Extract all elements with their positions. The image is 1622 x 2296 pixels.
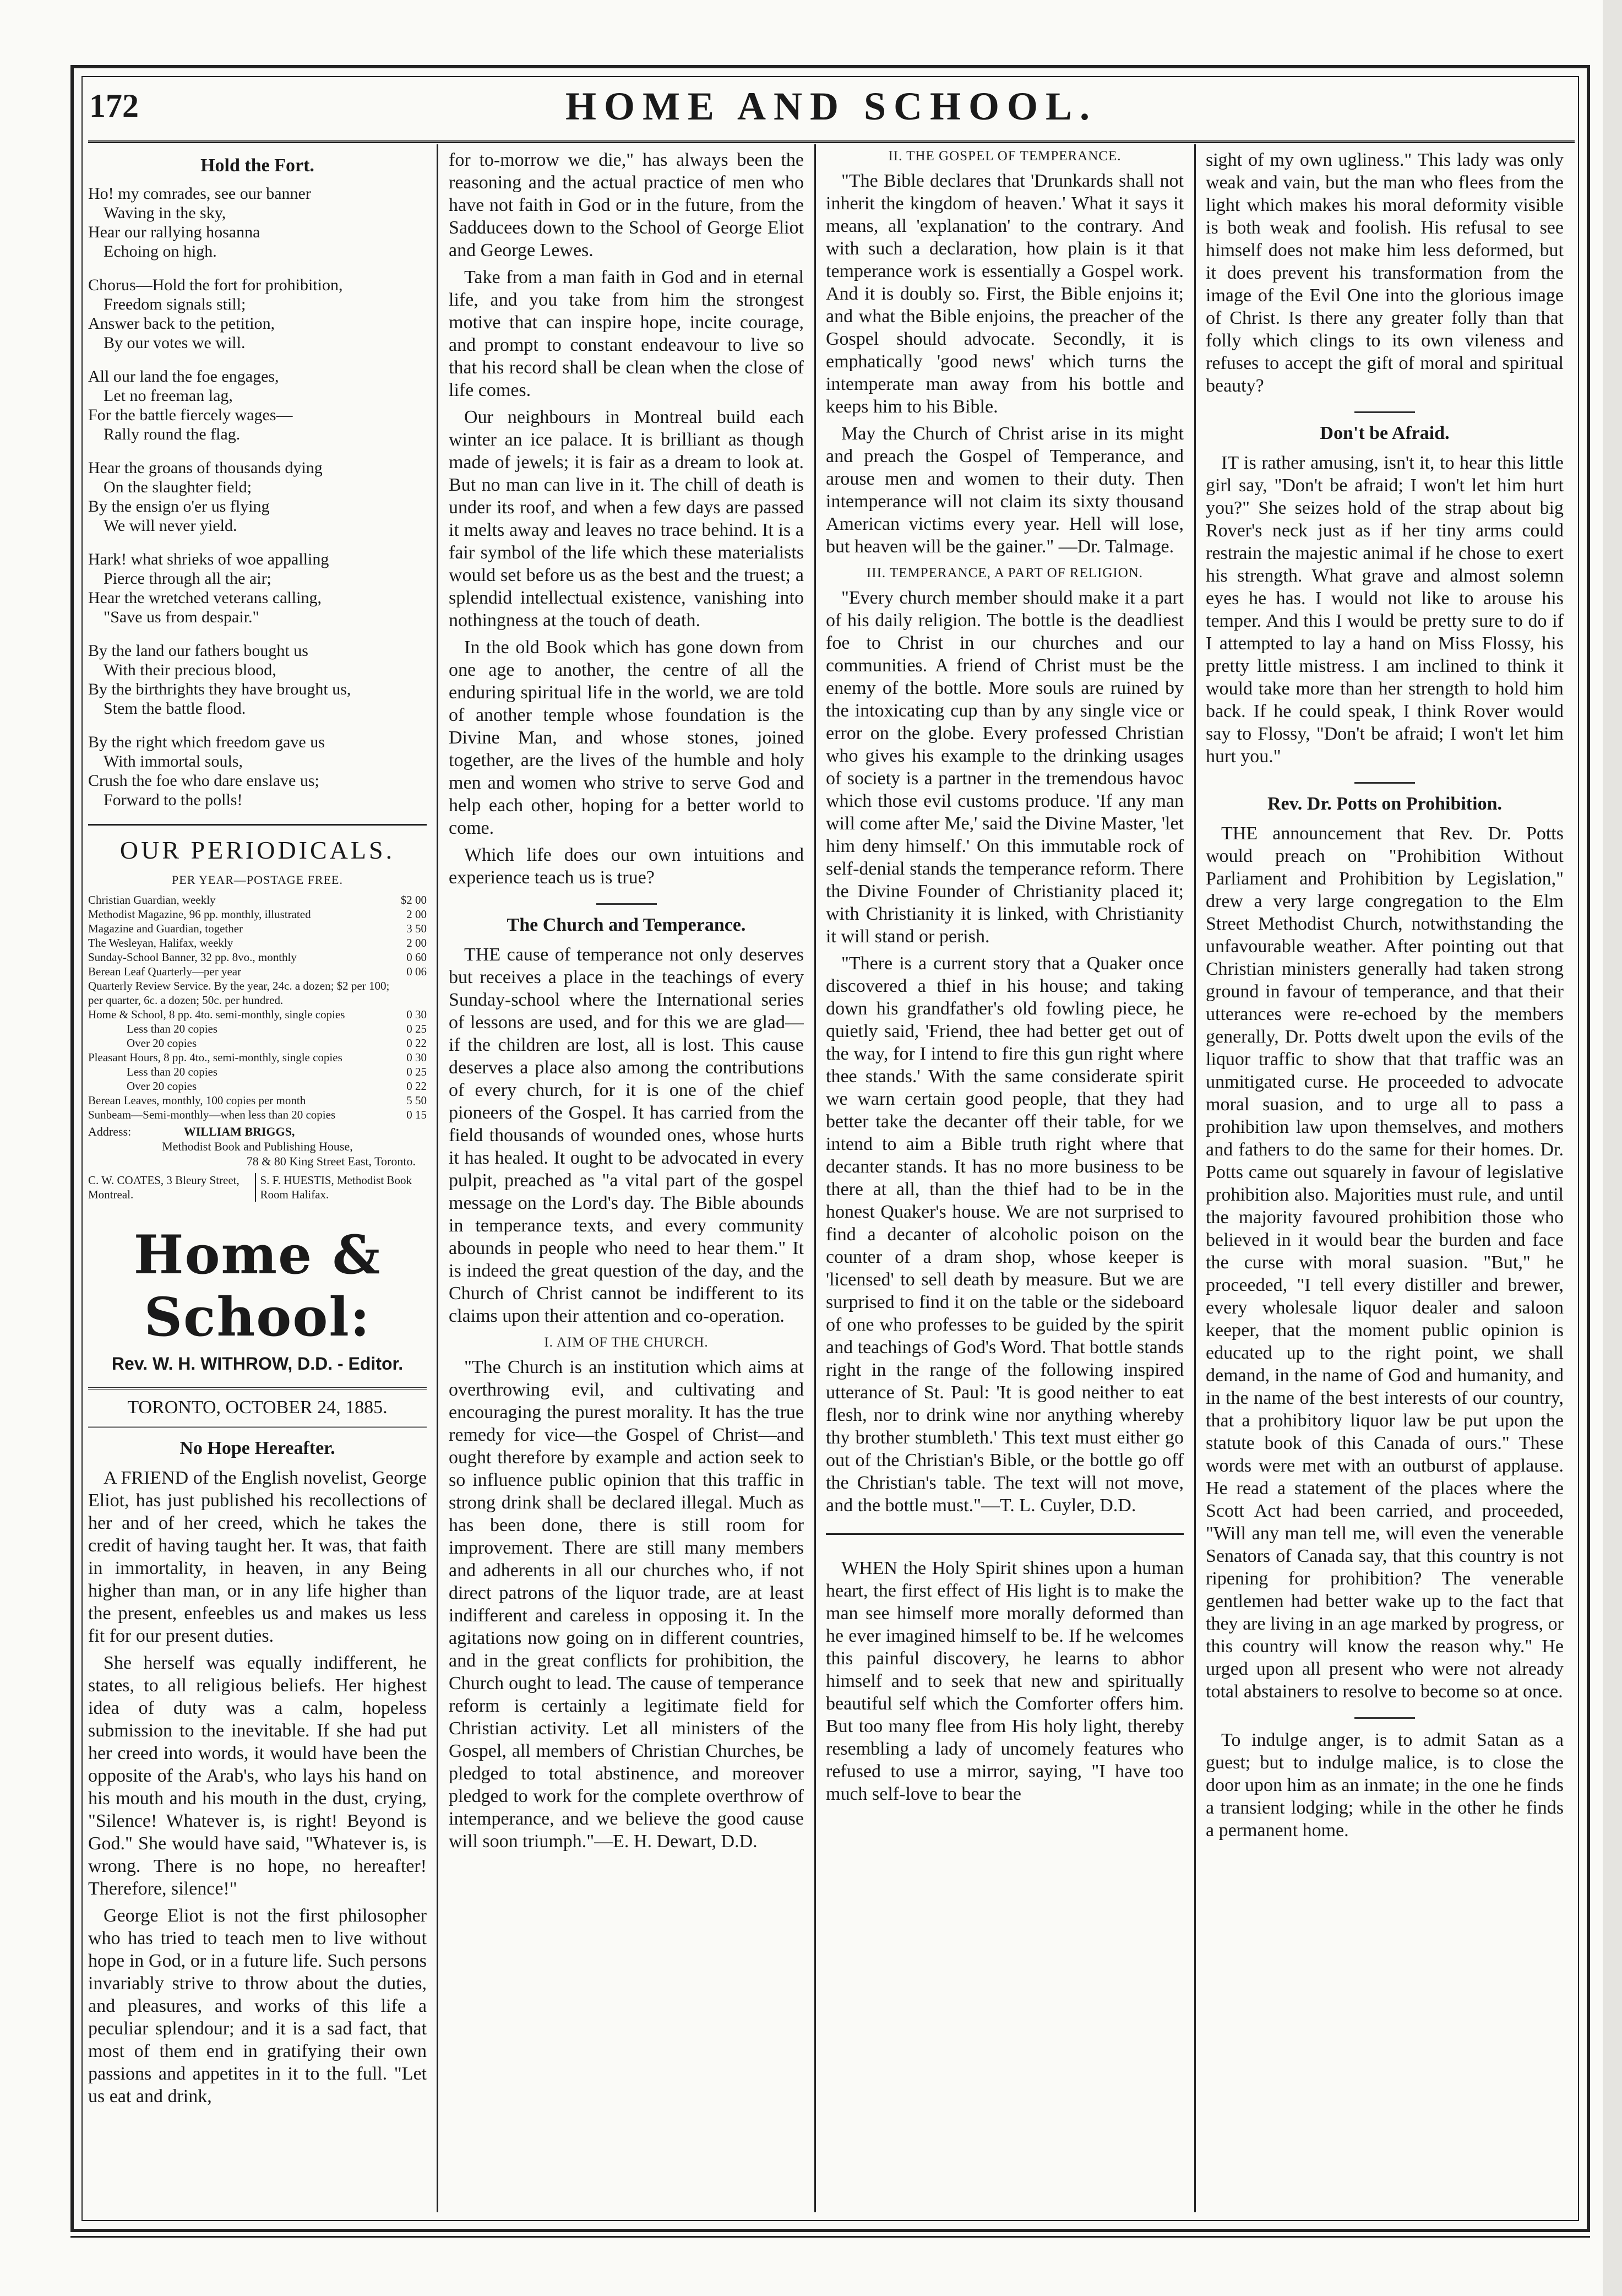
periodical-price: 0 15 [406,1108,427,1121]
periodical-name: Methodist Magazine, 96 pp. monthly, illustrated [88,908,311,921]
paragraph: sight of my own ugliness." This lady was only weak and vain, but the man who flees from the light which makes his moral deformity visible is both weak and foolish. His refusal to see himself does not make him less deformed, but it does prevent his transformation from the image of the Evil One into the glorious image of Christ. Is there any greater folly than that folly which clings to its own vileness and refuses to accept the gift of moral and spiritual beauty? [1206,150,1564,396]
article-continued [449,149,804,889]
poem-title: Hold the Fort. [200,155,314,176]
periodical-row [88,1079,427,1093]
periodical-row [88,893,427,907]
publisher-house: Methodist Book and Publishing House, [162,1139,353,1153]
article-title: Rev. Dr. Potts on Prohibition. [1267,794,1502,814]
poem-line: Hear the groans of thousands dying [88,459,323,477]
column-1 [88,149,427,2208]
periodical-price: 0 25 [406,1022,427,1035]
page-header [88,77,1575,143]
periodical-name: Less than 20 copies [127,1065,218,1078]
periodical-row [88,1050,427,1065]
address-label: Address: [88,1125,132,1138]
article-body [449,943,804,1327]
section-heading: II. THE GOSPEL OF TEMPERANCE. [888,149,1122,164]
divider [1354,1717,1415,1719]
article-title: Don't be Afraid. [1320,423,1450,443]
section-heading: III. TEMPERANCE, A PART OF RELIGION. [866,566,1144,580]
poem-stanza [88,641,427,718]
periodical-row [88,1036,427,1050]
periodical-name: Magazine and Guardian, together [88,922,243,935]
agent-montreal: C. W. COATES, 3 Bleury Street, Montreal. [88,1174,240,1201]
poem-line: With immortal souls, [104,752,243,770]
publisher-name: WILLIAM BRIGGS, [183,1125,295,1138]
short-piece [1206,1729,1564,1842]
publisher-address [88,1124,427,1169]
paragraph: for to-morrow we die," has always been the reasoning and the actual practice of men who have not faith in God or in the future, from the Sadducees down to the School of George Eliot and George Lewes. [449,150,804,260]
column-2 [449,149,804,2208]
periodical-row [88,1007,427,1022]
periodical-row [88,964,427,979]
paragraph: "The Bible declares that 'Drunkards shall not inherit the kingdom of heaven.' What it says it means, all 'explanation' to the contrary. And with such a declaration, how plain is it that temperance work is essentially a Gospel work. And it is doubly so. First, the Bible enjoins it; and what the Bible enjoins, the preacher of the Gospel should advocate. Secondly, it is emphatically 'good news' which turns the intemperate man away from his bottle and keeps him to his Bible. [826,171,1184,417]
periodical-name: Home & School, 8 pp. 4to. semi-monthly, single copies [88,1008,345,1021]
paragraph: Take from a man faith in God and in eternal life, and you take from him the strongest motive that can inspire hope, incite courage, and prompt to constant endeavour to live so that his record shall be clean when the close of life comes. [449,267,804,400]
periodical-row [88,950,427,964]
periodical-name: Pleasant Hours, 8 pp. 4to., semi-monthly, single copies [88,1051,342,1064]
periodicals-title: OUR PERIODICALS. [119,836,395,864]
periodical-price [390,979,427,1007]
short-piece-continued [1206,149,1564,397]
periodical-row [88,907,427,921]
periodical-price: 3 50 [406,922,427,935]
periodical-name: Quarterly Review Service. By the year, 24c. a dozen; $2 per 100; per quarter, 6c. a dozen; 50c. per hundred. [88,979,390,1007]
agents [88,1173,427,1202]
poem-line: Hear the wretched veterans calling, [88,589,322,607]
article-body [1206,452,1564,768]
periodical-name: Berean Leaf Quarterly—per year [88,965,242,978]
periodical-price: 5 50 [406,1094,427,1107]
poem-line: By the right which freedom gave us [88,733,325,751]
poem-line: For the battle fiercely wages— [88,406,293,424]
periodical-price: $2 00 [400,893,427,907]
periodical-price: 2 00 [406,908,427,921]
section-body [826,170,1184,558]
publisher-street: 78 & 80 King Street East, Toronto. [246,1154,416,1168]
article-body [1206,822,1564,1703]
page-edge [1603,0,1622,2296]
periodical-row [88,936,427,950]
poem-stanza [88,184,427,261]
page-number: 172 [89,88,139,124]
paragraph: "There is a current story that a Quaker once discovered a thief in his house; and taking down his grandfather's old fowling piece, he quietly said, 'Friend, thee had better get out of the way, for I intend to fire this gun right where thee stands.' With the same considerate spirit we warn certain good people, that they had better take the decanter off their table, for we intend to aim a Bible truth right where that decanter stands. It has no more business to be there at all, than the thief had to be in the honest Quaker's house. We are not surprised to find a decanter of alcoholic poison on the counter of a dram shop, whose keeper is 'licensed' to sell death by measure. But we are surprised to find it on the table or the sideboard of one who professes to be guided by the spirit and teachings of God's Word. That bottle stands right in the range of the following inspired utterance of St. Paul: 'It is good neither to eat flesh, nor to drink wine nor anything whereby thy brother stumbleth.' This text must either go out of the Christian's Bible, or the bottle go off the Christian's table. The text will not move, and the bottle must."—T. L. Cuyler, D.D. [826,953,1184,1516]
periodical-row [88,1093,427,1108]
periodical-name: Christian Guardian, weekly [88,893,216,907]
periodical-row [88,1022,427,1036]
periodical-price: 0 22 [406,1079,427,1093]
poem-line: Waving in the sky, [104,204,226,222]
short-piece [826,1557,1184,1805]
periodical-price: 2 00 [406,936,427,949]
poem-line: Let no freeman lag, [104,387,233,405]
poem-line: Answer back to the petition, [88,314,275,333]
periodical-price: 0 06 [406,965,427,978]
divider [596,903,657,905]
periodical-price: 0 30 [406,1008,427,1021]
paragraph: IT is rather amusing, isn't it, to hear this little girl say, "Don't be afraid; I won't let him hurt you?" She seizes hold of the strap about big Rover's neck just as if her tiny arms could restrain the majestic animal if he chose to exert his strength. What grave and almost solemn eyes he has. I would not like to arouse his temper. And this I would be pretty sure to do if I attempted to lay a hand on Miss Flossy, his pretty little mistress. I am inclined to think it would take more than her strength to hold him back. If he could speak, I think Rover would say to Flossy, "Don't be afraid; I won't let him hurt you." [1206,453,1564,767]
paragraph: THE cause of temperance not only deserves but receives a place in the teachings of every Sunday-school where the International series of lessons are used, and for this we are glad—if the children are lost, all is lost. This cause deserves a place also among the contributions of every church, for it is one of the chief pioneers of the Gospel. It has carried from the field thousands of wounded ones, whose hurts it has healed. It ought to be advocated in every pulpit, preached as "a vital part of the gospel message on the Lord's day. The Bible abounds in temperance texts, and every community abounds in people who need to hear them." It is indeed the great question of the day, and the Church of Christ cannot be indifferent to its claims upon their attention and co-operation. [449,945,804,1326]
paragraph: In the old Book which has gone down from one age to another, the centre of all the enduring spiritual life in the world, we are told of another temple whose foundation is the Divine Man, and whose stones, joined together, are the lives of the humble and holy men and women who strive to serve God and help each other, hoping for a better world to come. [449,637,804,838]
editor-line: Rev. W. H. WITHROW, D.D. - Editor. [111,1354,404,1374]
paragraph: May the Church of Christ arise in its might and preach the Gospel of Temperance, and arouse men and women to their duty. Then intemperance will not claim its sixty thousand American victims every year. Hell will lose, but heaven will be the gainer." —Dr. Talmage. [826,424,1184,557]
poem-line: Rally round the flag. [104,425,241,443]
paragraph: George Eliot is not the first philosopher who has tried to teach men to live without hope in God, or in a future life. Such persons invariably strive to throw about the duties, and pleasures, and works of this life a peculiar splendour; and it is a sad fact, that most of them end in gratifying their own passions and appetites in it to the full. "Let us eat and drink, [88,1906,427,2107]
poem-line: Hear our rallying hosanna [88,223,260,241]
paragraph: A FRIEND of the English novelist, George Eliot, has just published his recollections of her and of her creed, which he takes the credit of having taught her. It was, that faith in immortality, in heaven, in any Being higher than man, or in any life higher than the present, enfeebles us and makes us less fit for our present duties. [88,1468,427,1646]
poem-stanza [88,458,427,535]
poem [88,184,427,810]
poem-stanza [88,550,427,627]
periodical-name: The Wesleyan, Halifax, weekly [88,936,233,949]
divider [1354,782,1415,784]
masthead-title: Home & School: [133,1224,382,1348]
periodical-name: Less than 20 copies [127,1022,218,1035]
periodical-price: 0 30 [406,1051,427,1064]
paragraph: "The Church is an institution which aims at overthrowing evil, and cultivating and encouraging the purest morality. It has the true remedy for vice—the Gospel of Christ—and ought therefore by example and action seek to so influence public opinion that this traffic in strong drink shall be declared illegal. Much as has been done, there is still room for improvement. There are still many members and adherents in all our churches who, if not direct patrons of the liquor trade, are at least indifferent and careless in opposing it. In the agitations now going on in different countries, and in the great conflicts for prohibition, the Church ought to lead. The cause of temperance reform is certainly a legitimate field for Christian activity. Let all ministers of the Gospel, all members of Christian Churches, be pledged to total abstinence, and moreover pledged to work for the complete overthrow of intemperance, and we believe the good cause will soon triumph."—E. H. Dewart, D.D. [449,1357,804,1852]
poem-line: By the ensign o'er us flying [88,497,270,515]
poem-stanza [88,275,427,352]
column-rule [814,144,816,2212]
poem-line: We will never yield. [104,517,237,535]
periodicals-list [88,893,427,1122]
column-rule [437,144,438,2212]
article-body [88,1467,427,2108]
poem-line: Freedom signals still; [104,295,246,313]
bottom-rule [70,2236,1590,2238]
divider [1354,411,1415,413]
periodical-row [88,1065,427,1079]
periodical-name: Over 20 copies [127,1079,197,1093]
paragraph: Our neighbours in Montreal build each winter an ice palace. It is brilliant as though made of jewels; it is fair as a dream to look at. But no man can live in it. The chill of death is under its roof, and when a few days are passed it melts away and leaves no trace behind. It is a fair symbol of the life which these materialists would set before us as the best and the truest; a splendid intellectual existence, vanishing into nothingness at the touch of death. [449,407,804,631]
poem-line: Echoing on high. [104,242,217,260]
poem-line: "Save us from despair." [104,608,259,626]
poem-line: Ho! my comrades, see our banner [88,184,311,203]
column-4 [1206,149,1564,2208]
periodical-name: Sunbeam—Semi-monthly—when less than 20 copies [88,1108,336,1121]
poem-line: Pierce through all the air; [104,569,271,588]
poem-line: By our votes we will. [104,334,246,352]
paragraph: "Every church member should make it a part of his daily religion. The bottle is the deadliest foe to Christ in our churches and our communities. A friend of Christ must be the enemy of the bottle. More souls are ruined by the intoxicating cup than by any single vice or error on the globe. Every professed Christian who gives his example to the drinking usages of society is a partner in the tremendous havoc which those evil customs produce. 'If any man will come after Me,' said the Divine Master, 'let him deny himself.' On this immutable rock of self-denial stands the temperance reform. There the Divine Founder of Christianity placed it; with Christianity it is linked, with Christianity it will stand or perish. [826,588,1184,947]
poem-line: By the birthrights they have brought us, [88,680,351,698]
section-heading: I. AIM OF THE CHURCH. [544,1335,709,1350]
periodical-name: Over 20 copies [127,1036,197,1050]
paragraph: She herself was equally indifferent, he states, to all religious beliefs. Her highest idea of duty was a calm, hopeless submission to the inevitable. If she had put her creed into words, it would have been the opposite of the Arab's, who lays his hand on his mouth and his mouth in the dust, crying, "Silence! Whatever is, is right! Beyond is God." She would have said, "Whatever is, is wrong. There is no hope, no hereafter! Therefore, silence!" [88,1653,427,1899]
periodical-row [88,1108,427,1122]
periodical-row [88,921,427,936]
poem-line: Stem the battle flood. [104,699,246,718]
periodical-name: Berean Leaves, monthly, 100 copies per month [88,1094,306,1107]
periodical-price: 0 25 [406,1065,427,1078]
poem-stanza [88,367,427,444]
divider [826,1533,1184,1535]
poem-line: Hark! what shrieks of woe appalling [88,550,329,568]
section-body [826,587,1184,1517]
running-title: HOME AND SCHOOL. [565,84,1098,128]
periodical-price: 0 22 [406,1036,427,1050]
paragraph: WHEN the Holy Spirit shines upon a human heart, the first effect of His light is to make the man see himself more morally deformed than he ever imagined himself to be. If he welcomes this painful discovery, he learns to abhor himself and to seek that new and spiritually beautiful self which the Comforter offers him. But too many flee from His holy light, thereby resembling a lady of uncomely features who refused to use a mirror, saying, "I have too much self-love to bear the [826,1558,1184,1804]
paragraph: THE announcement that Rev. Dr. Potts would preach on "Prohibition Without Parliament and Prohibition by Legislation," drew a very large congregation to the Elm Street Methodist Church, notwithstanding the unfavourable weather. After pointing out that Christian ministers generally had taken strong ground in favour of temperance, and that their utterances were re-echoed by the members generally, Dr. Potts dwelt upon the evils of the liquor traffic to show that that traffic was an unmitigated curse. He proceeded to advocate moral suasion, and to urge all to pass a prohibition law upon themselves, and mothers and fathers to do the same for their homes. Dr. Potts came out squarely in favour of legislative prohibition also. Majorities must rule, and until the majority favoured prohibition those who believed in it would bear the burden and face the curse with moral suasion. "But," he proceeded, "I tell every distiller and brewer, every wholesale liquor dealer and saloon keeper, that the moment public opinion is educated up to the right point, we shall demand, in the name of God and humanity, and in the name of the best interests of our country, that a prohibitory liquor law be put upon the statute book of this Canada of ours." These words were met with an outburst of applause. He read a statement of the places where the Scott Act had been carried, and proceeded, "Will any man tell me, will even the venerable Senators of Canada say, that this country is not ripening for prohibition? The venerable gentlemen had better wake up to the fact that they are living in an age marked by progress, or this country will know the reason why." He urged upon all present who were not already total abstainers to resolve to become so at once. [1206,823,1564,1702]
article-title: No Hope Hereafter. [179,1438,335,1458]
column-3 [826,149,1184,2208]
poem-line: Chorus—Hold the fort for prohibition, [88,276,343,294]
poem-line: By the land our fathers bought us [88,642,308,660]
periodical-price: 0 60 [406,951,427,964]
poem-line: Crush the foe who dare enslave us; [88,772,319,790]
periodical-name: Sunday-School Banner, 32 pp. 8vo., monthly [88,951,297,964]
paragraph: To indulge anger, is to admit Satan as a guest; but to indulge malice, is to close the door upon him as an inmate; in the one he finds a transient lodging; while in the other he finds a permanent home. [1206,1730,1564,1841]
column-rule [1194,144,1196,2212]
poem-line: With their precious blood, [104,661,276,679]
divider [88,824,427,826]
paragraph: Which life does our own intuitions and experience teach us is true? [449,845,804,888]
agent-halifax: S. F. HUESTIS, Methodist Book Room Halifax. [255,1173,427,1202]
article-title: The Church and Temperance. [507,915,746,935]
dateline: TORONTO, OCTOBER 24, 1885. [88,1387,427,1428]
poem-line: All our land the foe engages, [88,367,279,386]
poem-line: On the slaughter field; [104,478,252,496]
poem-stanza [88,732,427,810]
section-body [449,1356,804,1853]
periodical-row [88,979,427,1007]
poem-line: Forward to the polls! [104,791,243,809]
periodicals-subtitle: PER YEAR—POSTAGE FREE. [172,873,343,887]
